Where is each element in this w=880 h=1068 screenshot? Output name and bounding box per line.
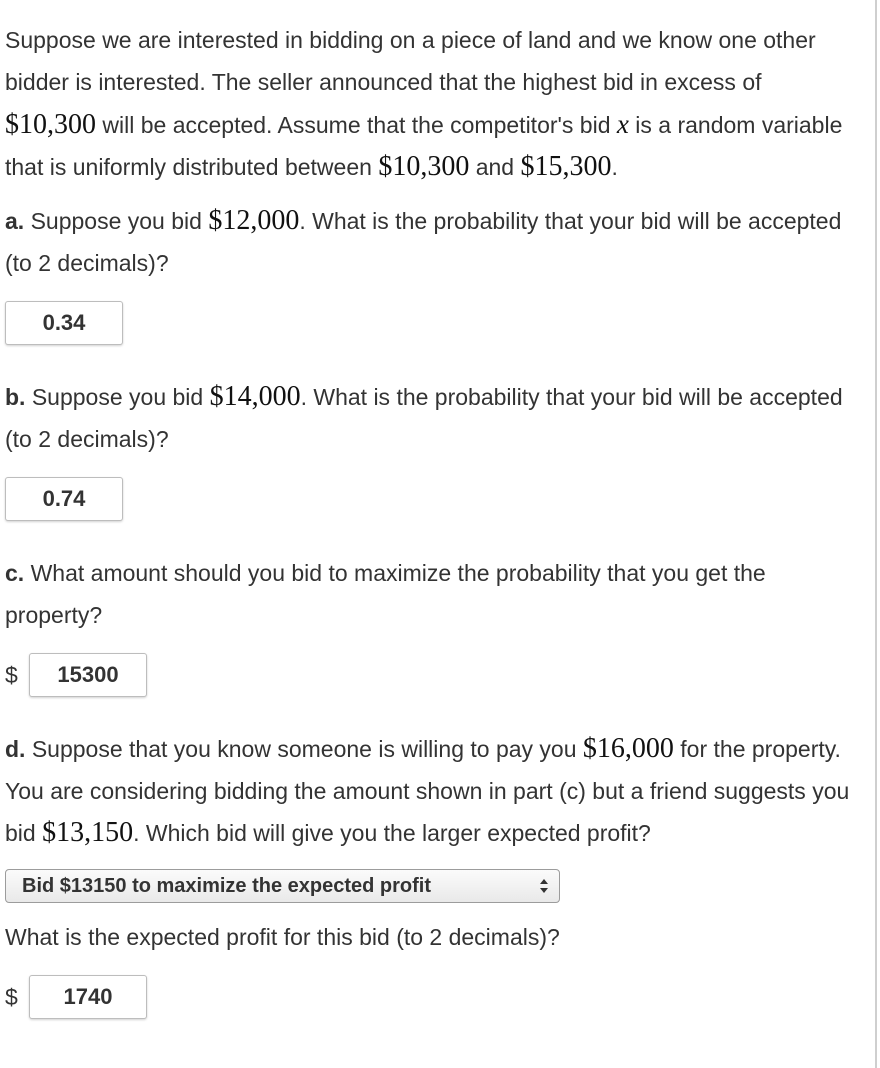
part-a-question (5, 200, 855, 284)
part-c-currency-symbol: $ (5, 661, 18, 688)
part-a-answer-row (5, 300, 855, 346)
part-a-answer-field[interactable]: 0.34 (5, 301, 123, 345)
part-d-answer-row (5, 974, 855, 1020)
part-d-select-value: Bid $13150 to maximize the expected profit (22, 874, 432, 897)
part-b-text-1: Suppose you bid (25, 384, 210, 410)
part-c-answer-field[interactable]: 15300 (29, 653, 147, 697)
part-b-bid: $14,000 (209, 381, 301, 412)
intro-text-4: and (469, 154, 521, 180)
part-d-currency-symbol: $ (5, 983, 18, 1010)
intro-text-1: Suppose we are interested in bidding on a piece of land and we know one other bidder is interested. The seller announced that the highest bid in excess of (5, 27, 816, 95)
part-c-text-1: What amount should you bid to maximize the probability that you get the property? (5, 560, 766, 628)
part-d-text-1: Suppose that you know someone is willing to pay you (25, 736, 583, 762)
part-b-answer-field[interactable]: 0.74 (5, 477, 123, 521)
part-a-bid: $12,000 (208, 205, 300, 236)
intro-lower-bound: $10,300 (378, 151, 470, 182)
part-b-text-2: . What is the probability that your bid will be accepted (to 2 decimals)? (5, 384, 843, 452)
intro-text-2: will be accepted. Assume that the competitor's bid (96, 112, 617, 138)
part-d-question (5, 728, 855, 854)
part-c-label: c. (5, 560, 25, 586)
part-b-answer-row (5, 476, 855, 522)
intro-upper-bound: $15,300 (520, 151, 612, 182)
part-a-text-2: . What is the probability that your bid will be accepted (to 2 decimals)? (5, 208, 842, 276)
question-content (5, 19, 855, 1020)
intro-paragraph (5, 19, 855, 188)
part-a-text-1: Suppose you bid (24, 208, 209, 234)
part-a-label: a. (5, 208, 25, 234)
page-right-border (875, 0, 877, 1068)
part-d-answer-field[interactable]: 1740 (29, 975, 147, 1019)
part-d-label: d. (5, 736, 26, 762)
part-d-followup-question: What is the expected profit for this bid (to 2 decimals)? (5, 924, 560, 950)
intro-variable-x: x (616, 109, 629, 139)
part-d-text-2: for the property. You are considering bidding the amount shown in part (c) but a friend suggests you bid (5, 736, 850, 846)
part-b-label: b. (5, 384, 26, 410)
part-c-answer-row (5, 652, 855, 698)
intro-min-bid: $10,300 (5, 109, 96, 140)
part-b-question (5, 376, 855, 460)
part-c-question (5, 552, 855, 636)
intro-text-3: is a random variable that is uniformly distributed between (5, 112, 843, 180)
part-d-select-row (5, 868, 855, 904)
part-d-text-3: . Which bid will give you the larger expected profit? (133, 820, 651, 846)
intro-text-5: . (611, 154, 618, 180)
part-d-resale-price: $16,000 (582, 733, 674, 764)
up-down-chevron-icon (539, 877, 549, 895)
part-d-friend-bid: $13,150 (42, 817, 134, 848)
part-d-bid-select[interactable] (5, 869, 560, 903)
